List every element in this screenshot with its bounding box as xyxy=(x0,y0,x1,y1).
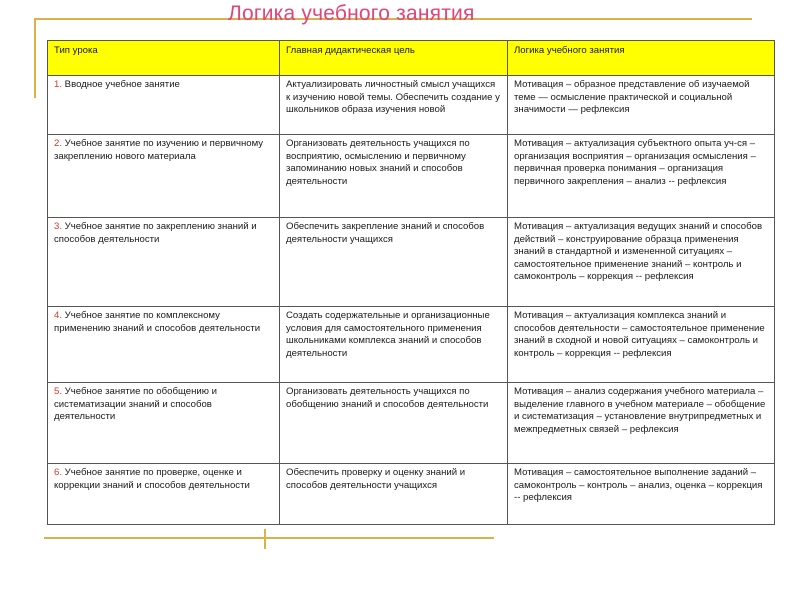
header-lesson-logic: Логика учебного занятия xyxy=(508,41,775,76)
table-row xyxy=(48,307,775,383)
cell-didactic-goal: Организовать деятельность учащихся по обобщению знаний и способов деятельности xyxy=(280,383,508,464)
table-row xyxy=(48,383,775,464)
decorative-bottom-tick xyxy=(264,529,266,549)
header-didactic-goal: Главная дидактическая цель xyxy=(280,41,508,76)
row-number: 5. xyxy=(54,386,63,397)
cell-didactic-goal: Обеспечить закрепление знаний и способов деятельности учащихся xyxy=(280,218,508,307)
lesson-type-text: Учебное занятие по комплексному применению знаний и способов деятельности xyxy=(54,310,261,334)
cell-lesson-type xyxy=(48,307,280,383)
row-number: 6. xyxy=(54,467,63,478)
table-row xyxy=(48,218,775,307)
cell-didactic-goal: Актуализировать личностный смысл учащихся к изучению новой темы. Обеспечить создание у школьников образа изучения новой xyxy=(280,76,508,135)
cell-lesson-logic: Мотивация – анализ содержания учебного материала – выделение главного в учебном материале – обобщение и систематизация – установление внутрипредметных и межпредметных связей – рефлексия xyxy=(508,383,775,464)
cell-didactic-goal: Обеспечить проверку и оценку знаний и способов деятельности учащихся xyxy=(280,464,508,525)
row-number: 2. xyxy=(54,138,63,149)
cell-lesson-type xyxy=(48,135,280,218)
lesson-type-text: Учебное занятие по проверке, оценке и коррекции знаний и способов деятельности xyxy=(54,467,250,491)
cell-lesson-logic: Мотивация – актуализация субъектного опыта уч-ся – организация восприятия – организация осмысления – первичная проверка понимания – организация первичного закрепления – анализ -- рефлексия xyxy=(508,135,775,218)
table-row xyxy=(48,135,775,218)
cell-lesson-logic: Мотивация – актуализация комплекса знаний и способов деятельности – самостоятельное применение знаний в сходной и новой ситуациях – самоконтроль и контроль – коррекция -- рефлексия xyxy=(508,307,775,383)
table-row xyxy=(48,464,775,525)
lesson-type-text: Учебное занятие по изучению и первичному закреплению нового материала xyxy=(54,138,264,162)
cell-lesson-logic: Мотивация – актуализация ведущих знаний и способов действий – конструирование образца применения знаний в стандартной и измененной ситуациях – самостоятельное применение знаний – контроль и самоконтроль – коррекция -- рефлексия xyxy=(508,218,775,307)
row-number: 3. xyxy=(54,221,63,232)
lesson-type-text: Учебное занятие по закреплению знаний и способов деятельности xyxy=(54,221,257,245)
cell-didactic-goal: Организовать деятельность учащихся по восприятию, осмыслению и первичному запоминанию новых знаний и способов деятельности xyxy=(280,135,508,218)
header-lesson-type: Тип урока xyxy=(48,41,280,76)
cell-lesson-logic: Мотивация – образное представление об изучаемой теме — осмысление практической и социальной значимости — рефлексия xyxy=(508,76,775,135)
page-title: Логика учебного занятия xyxy=(228,2,475,25)
cell-lesson-logic: Мотивация – самостоятельное выполнение заданий – самоконтроль – контроль – анализ, оценка – коррекция -- рефлексия xyxy=(508,464,775,525)
cell-lesson-type xyxy=(48,76,280,135)
table-header-row xyxy=(48,41,775,76)
table-row xyxy=(48,76,775,135)
cell-didactic-goal: Создать содержательные и организационные условия для самостоятельного применения школьниками комплекса знаний и способов деятельности xyxy=(280,307,508,383)
lesson-type-text: Учебное занятие по обобщению и систематизации знаний и способов деятельности xyxy=(54,386,217,423)
lesson-type-text: Вводное учебное занятие xyxy=(62,79,180,90)
cell-lesson-type xyxy=(48,218,280,307)
cell-lesson-type xyxy=(48,383,280,464)
row-number: 1. xyxy=(54,79,63,90)
decorative-bottom-line xyxy=(44,537,494,539)
cell-lesson-type xyxy=(48,464,280,525)
row-number: 4. xyxy=(54,310,63,321)
lesson-logic-table xyxy=(47,40,775,525)
decorative-left-line xyxy=(34,18,36,98)
